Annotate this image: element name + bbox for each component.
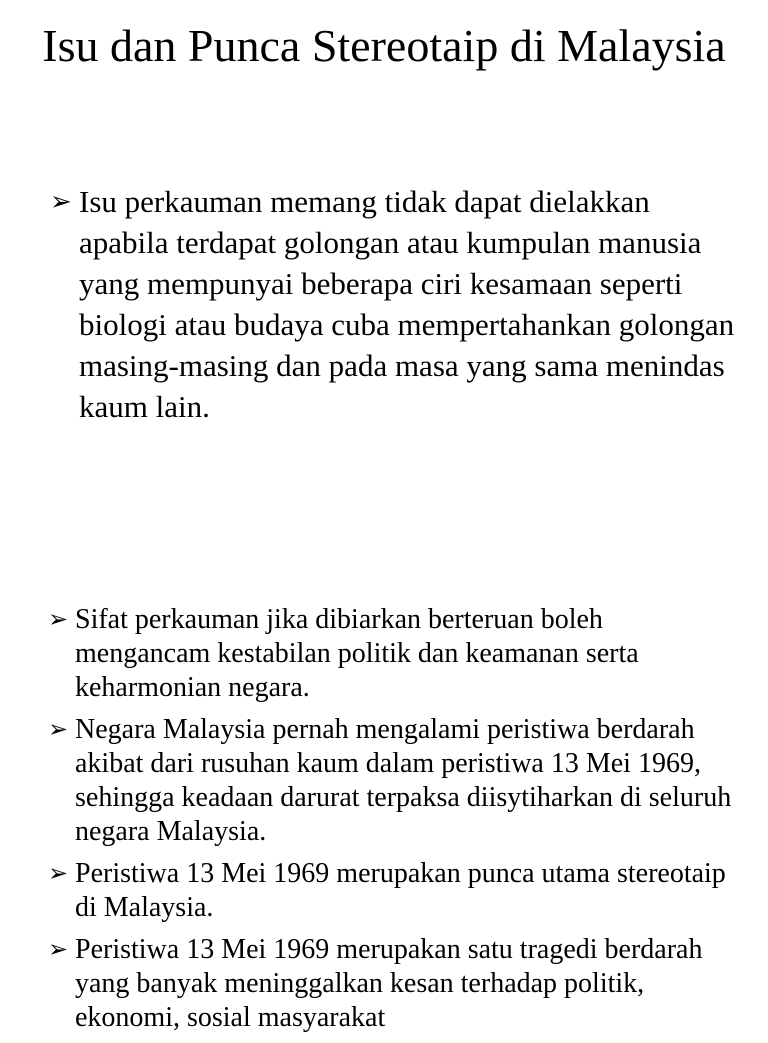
slide-title: Isu dan Punca Stereotaip di Malaysia	[42, 20, 726, 71]
bullet-item	[48, 857, 738, 925]
top-bullet-list	[50, 181, 740, 427]
bullet-item	[48, 933, 738, 1035]
bullet-text: Negara Malaysia pernah mengalami peristiwa berdarah akibat dari rusuhan kaum dalam peristiwa 13 Mei 1969, sehingga keadaan darurat terpaksa diisytiharkan di seluruh negara Malaysia.	[75, 714, 732, 847]
bullet-text: Sifat perkauman jika dibiarkan berteruan boleh mengancam kestabilan politik dan keamanan serta keharmonian negara.	[75, 604, 639, 703]
bottom-bullet-list	[48, 603, 738, 1043]
bullet-text: Peristiwa 13 Mei 1969 merupakan satu tragedi berdarah yang banyak meninggalkan kesan terhadap politik, ekonomi, sosial masyarakat	[75, 934, 703, 1033]
arrow-bullet-icon: ➢	[50, 187, 72, 216]
bullet-item	[48, 603, 738, 705]
bullet-text: Isu perkauman memang tidak dapat dielakkan apabila terdapat golongan atau kumpulan manusia yang mempunyai beberapa ciri kesamaan seperti biologi atau budaya cuba mempertahankan golongan masing-masing dan pada masa yang sama menindas kaum lain.	[79, 184, 735, 424]
bullet-item	[50, 181, 740, 427]
arrow-bullet-icon: ➢	[48, 607, 69, 633]
arrow-bullet-icon: ➢	[48, 937, 69, 963]
bullet-text: Peristiwa 13 Mei 1969 merupakan punca utama stereotaip di Malaysia.	[75, 858, 726, 923]
arrow-bullet-icon: ➢	[48, 717, 69, 743]
bullet-item	[48, 713, 738, 849]
arrow-bullet-icon: ➢	[48, 861, 69, 887]
